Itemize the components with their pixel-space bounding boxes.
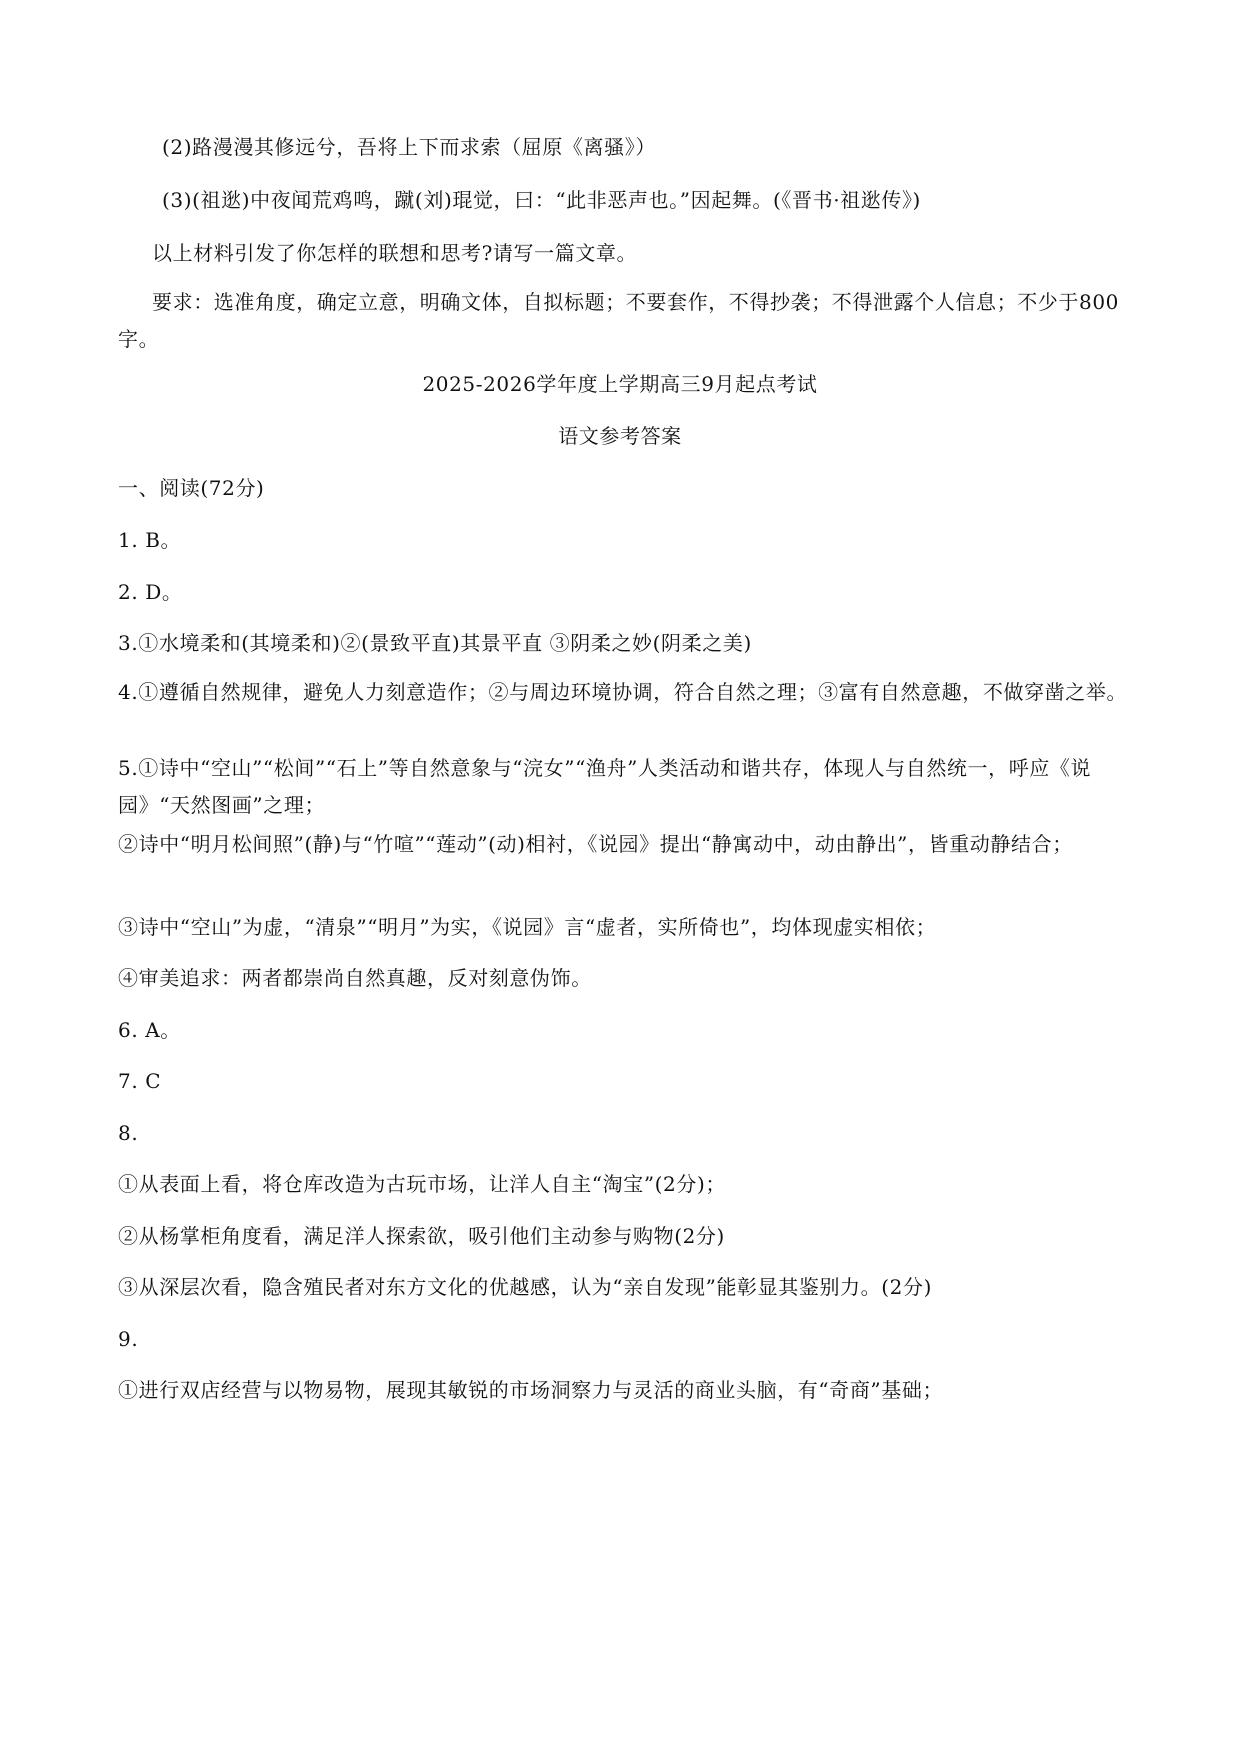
answer-q8-point-1: ①从表面上看，将仓库改造为古玩市场，让洋人自主“淘宝”(2分)； [118,1172,726,1196]
answer-q9-point-1: ①进行双店经营与以物易物，展现其敏锐的市场洞察力与灵活的商业头脑，有“奇商”基础； [118,1378,944,1402]
answer-q6: 6. A。 [118,1018,181,1042]
answer-q8-point-3: ③从深层次看，隐含殖民者对东方文化的优越感，认为“亲自发现”能彰显其鉴别力。(2分) [118,1275,932,1299]
material-line-2: (2)路漫漫其修远兮，吾将上下而求索（屈原《离骚》） [162,135,656,159]
answer-q5-point-2: ②诗中“明月松间照”(静)与“竹喧”“莲动”(动)相衬，《说园》提出“静寓动中，动由静出”，皆重动静结合； [118,832,1073,856]
answer-q7: 7. C [118,1069,162,1093]
answer-q5-point-3: ③诗中“空山”为虚，“清泉”“明月”为实，《说园》言“虚者，实所倚也”，均体现虚实相依； [118,915,937,939]
writing-requirement: 要求：选准角度，确定立意，明确文体，自拟标题；不要套作，不得抄袭；不得泄露个人信息；不少于800字。 [118,290,1119,351]
answer-key-subtitle: 语文参考答案 [558,424,682,448]
answer-q5-point-4: ④审美追求：两者都崇尚自然真趣，反对刻意伪饰。 [118,966,592,990]
writing-prompt: 以上材料引发了你怎样的联想和思考?请写一篇文章。 [152,241,638,265]
answer-q4: 4.①遵循自然规律，避免人力刻意造作；②与周边环境协调，符合自然之理；③富有自然意趣，不做穿凿之举。 [118,680,1128,704]
answer-q8: 8. [118,1121,139,1145]
answer-q3: 3.①水境柔和(其境柔和)②(景致平直)其景平直 ③阴柔之妙(阴柔之美) [118,631,752,655]
answer-q9: 9. [118,1327,139,1351]
section-heading: 一、阅读(72分) [118,476,265,500]
answer-q1: 1. B。 [118,528,182,552]
answer-q2: 2. D。 [118,580,183,604]
material-line-3: (3)(祖逖)中夜闻荒鸡鸣，蹴(刘)琨觉，曰：“此非恶声也。”因起舞。(《晋书·祖逖传》) [162,188,921,212]
answer-q8-point-2: ②从杨掌柜角度看，满足洋人探索欲，吸引他们主动参与购物(2分) [118,1224,725,1248]
answer-q5-point-1: 5.①诗中“空山”“松间”“石上”等自然意象与“浣女”“渔舟”人类活动和谐共存，体现人与自然统一，呼应《说园》“天然图画”之理； [118,756,1092,817]
answer-key-title: 2025-2026学年度上学期高三9月起点考试 [422,372,818,396]
